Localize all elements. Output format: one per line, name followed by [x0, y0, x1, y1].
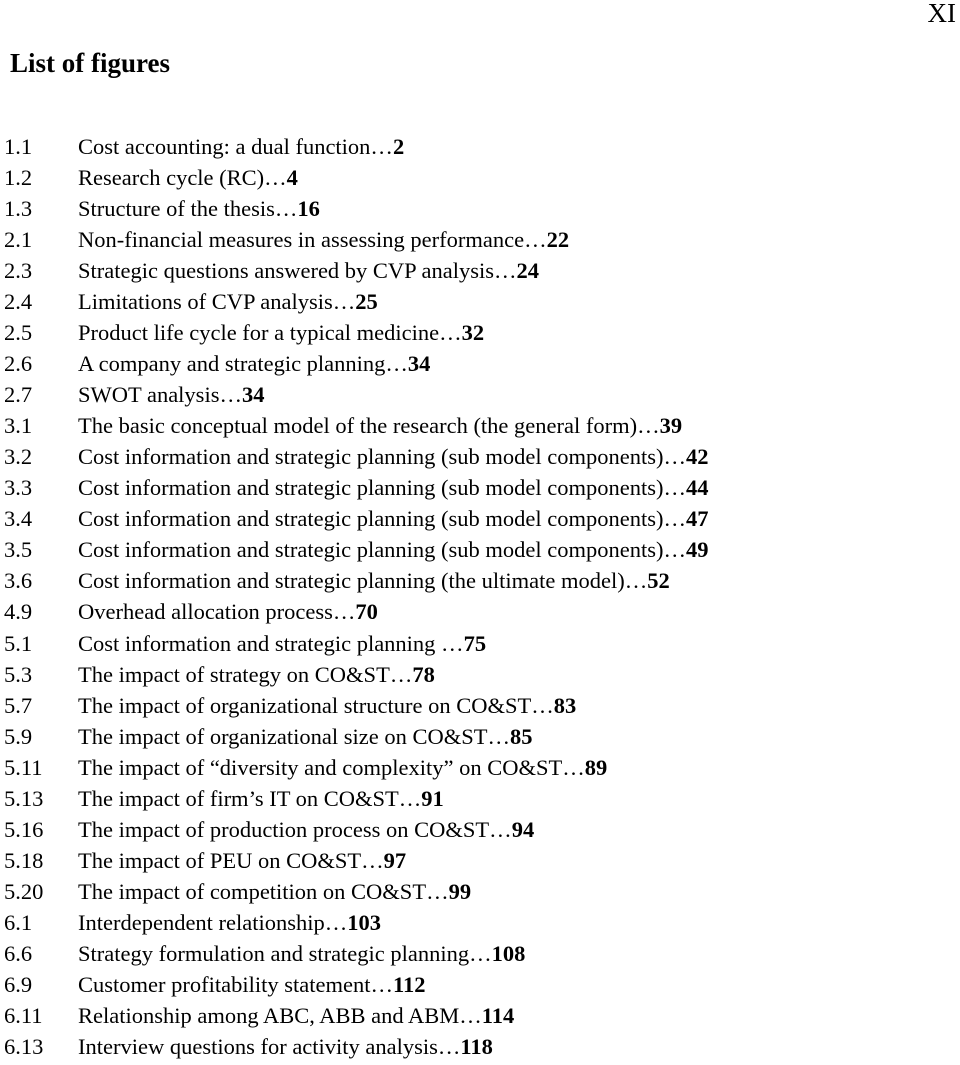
figure-title: Strategy formulation and strategic planning… — [78, 941, 492, 967]
figure-title: Interview questions for activity analysis… — [78, 1034, 461, 1060]
figure-title: The basic conceptual model of the research (the general form)… — [78, 413, 660, 439]
figure-entry — [4, 473, 954, 504]
figure-title: The impact of organizational size on CO&ST… — [78, 723, 510, 749]
figure-number: 2.4 — [4, 288, 33, 314]
figure-number: 3.3 — [4, 475, 33, 501]
figure-entry — [4, 752, 954, 783]
figure-number: 3.4 — [4, 506, 33, 532]
figure-page-number: 25 — [355, 288, 378, 314]
figure-entry — [4, 380, 954, 411]
figure-page-number: 16 — [297, 195, 320, 221]
page-title: List of figures — [10, 48, 170, 78]
figure-number: 6.1 — [4, 910, 33, 936]
figure-title: The impact of “diversity and complexity” on CO&ST… — [78, 754, 585, 780]
figure-title: Customer profitability statement… — [78, 972, 393, 998]
figure-entry — [4, 535, 954, 566]
figure-list — [4, 131, 954, 1063]
figure-title: Strategic questions answered by CVP analysis… — [78, 257, 517, 283]
figure-entry — [4, 970, 954, 1001]
figure-number: 2.5 — [4, 319, 33, 345]
figure-title: Structure of the thesis… — [78, 195, 298, 221]
figure-title: The impact of firm’s IT on CO&ST… — [78, 785, 422, 811]
figure-entry — [4, 845, 954, 876]
page-number: XI — [927, 0, 956, 28]
figure-number: 6.11 — [4, 1003, 43, 1029]
figure-entry — [4, 442, 954, 473]
figure-page-number: 42 — [686, 444, 709, 470]
figure-page-number: 114 — [481, 1003, 515, 1029]
figure-entry — [4, 877, 954, 908]
figure-entry — [4, 504, 954, 535]
figure-title: Cost information and strategic planning (sub model components)… — [78, 444, 687, 470]
figure-page-number: 103 — [347, 910, 382, 936]
figure-title: Research cycle (RC)… — [78, 164, 287, 190]
figure-title: Interdependent relationship… — [78, 910, 348, 936]
figure-page-number: 85 — [509, 723, 533, 749]
figure-entry — [4, 193, 954, 224]
figure-entry — [4, 597, 954, 628]
figure-page-number: 108 — [491, 941, 526, 967]
figure-entry — [4, 659, 954, 690]
figure-number: 2.7 — [4, 382, 33, 408]
figure-page-number: 78 — [412, 661, 435, 687]
figure-entry — [4, 255, 954, 286]
figure-number: 2.6 — [4, 350, 33, 376]
figure-title: Overhead allocation process… — [78, 599, 356, 625]
figure-entry — [4, 162, 954, 193]
figure-number: 5.11 — [4, 754, 43, 780]
figure-page-number: 24 — [516, 257, 539, 283]
figure-title: Cost information and strategic planning … — [78, 630, 464, 656]
figure-number: 5.18 — [4, 847, 44, 873]
figure-number: 3.5 — [4, 537, 33, 563]
figure-number: 4.9 — [4, 599, 33, 625]
figure-title: Limitations of CVP analysis… — [78, 288, 356, 314]
figure-number: 3.6 — [4, 568, 33, 594]
figure-entry — [4, 348, 954, 379]
figure-entry — [4, 1032, 954, 1063]
figure-page-number: 4 — [286, 164, 298, 190]
figure-page-number: 99 — [448, 879, 472, 905]
figure-number: 5.13 — [4, 785, 44, 811]
figure-page-number: 34 — [241, 382, 265, 408]
figure-page-number: 97 — [383, 847, 407, 873]
figure-title: The impact of organizational structure on CO&ST… — [78, 692, 554, 718]
figure-number: 2.3 — [4, 257, 33, 283]
figure-entry — [4, 908, 954, 939]
figure-number: 5.20 — [4, 879, 44, 905]
figure-page-number: 2 — [392, 133, 405, 159]
figure-title: Non-financial measures in assessing performance… — [78, 226, 547, 252]
figure-number: 5.1 — [4, 630, 33, 656]
figure-page-number: 112 — [392, 972, 426, 998]
figure-title: Cost information and strategic planning (sub model components)… — [78, 506, 687, 532]
figure-entry — [4, 814, 954, 845]
figure-number: 1.3 — [4, 195, 33, 221]
figure-page-number: 32 — [461, 319, 485, 345]
figure-entry — [4, 224, 954, 255]
figure-page-number: 52 — [647, 568, 670, 594]
figure-number: 6.13 — [4, 1034, 44, 1060]
figure-number: 1.1 — [4, 133, 33, 159]
figure-entry — [4, 317, 954, 348]
figure-number: 3.2 — [4, 444, 33, 470]
figure-title: The impact of PEU on CO&ST… — [78, 847, 384, 873]
figure-title: Product life cycle for a typical medicine… — [78, 319, 462, 345]
figure-page-number: 49 — [686, 537, 709, 563]
figure-number: 6.9 — [4, 972, 33, 998]
figure-number: 5.16 — [4, 816, 44, 842]
figure-page-number: 34 — [407, 350, 431, 376]
figure-entry — [4, 783, 954, 814]
figure-title: Relationship among ABC, ABB and ABM… — [78, 1003, 482, 1029]
figure-page-number: 47 — [686, 506, 709, 532]
figure-page-number: 22 — [546, 226, 570, 252]
figure-title: The impact of strategy on CO&ST… — [78, 661, 413, 687]
figure-title: Cost information and strategic planning (the ultimate model)… — [78, 568, 648, 594]
figure-title: The impact of competition on CO&ST… — [78, 879, 449, 905]
figure-page-number: 39 — [659, 413, 683, 439]
figure-number: 3.1 — [4, 413, 33, 439]
figure-entry — [4, 690, 954, 721]
figure-page-number: 44 — [686, 475, 709, 501]
figure-page-number: 83 — [553, 692, 577, 718]
figure-entry — [4, 939, 954, 970]
figure-title: Cost accounting: a dual function… — [78, 133, 393, 159]
figure-number: 2.1 — [4, 226, 33, 252]
figure-entry — [4, 286, 954, 317]
figure-number: 5.7 — [4, 692, 33, 718]
figure-entry — [4, 131, 954, 162]
figure-page-number: 70 — [355, 599, 378, 625]
figure-title: Cost information and strategic planning (sub model components)… — [78, 537, 687, 563]
figure-page-number: 94 — [511, 816, 535, 842]
figure-page-number: 89 — [584, 754, 608, 780]
figure-title: Cost information and strategic planning (sub model components)… — [78, 475, 687, 501]
figure-title: A company and strategic planning… — [78, 350, 408, 376]
figure-entry — [4, 566, 954, 597]
figure-entry — [4, 411, 954, 442]
figure-entry — [4, 1001, 954, 1032]
figure-number: 6.6 — [4, 941, 33, 967]
figure-page-number: 118 — [460, 1034, 493, 1060]
figure-title: The impact of production process on CO&ST… — [78, 816, 512, 842]
figure-title: SWOT analysis… — [78, 382, 242, 408]
figure-page-number: 91 — [421, 785, 444, 811]
figure-entry — [4, 721, 954, 752]
figure-entry — [4, 628, 954, 659]
figure-number: 5.9 — [4, 723, 33, 749]
figure-number: 1.2 — [4, 164, 33, 190]
figure-number: 5.3 — [4, 661, 33, 687]
figure-page-number: 75 — [463, 630, 487, 656]
